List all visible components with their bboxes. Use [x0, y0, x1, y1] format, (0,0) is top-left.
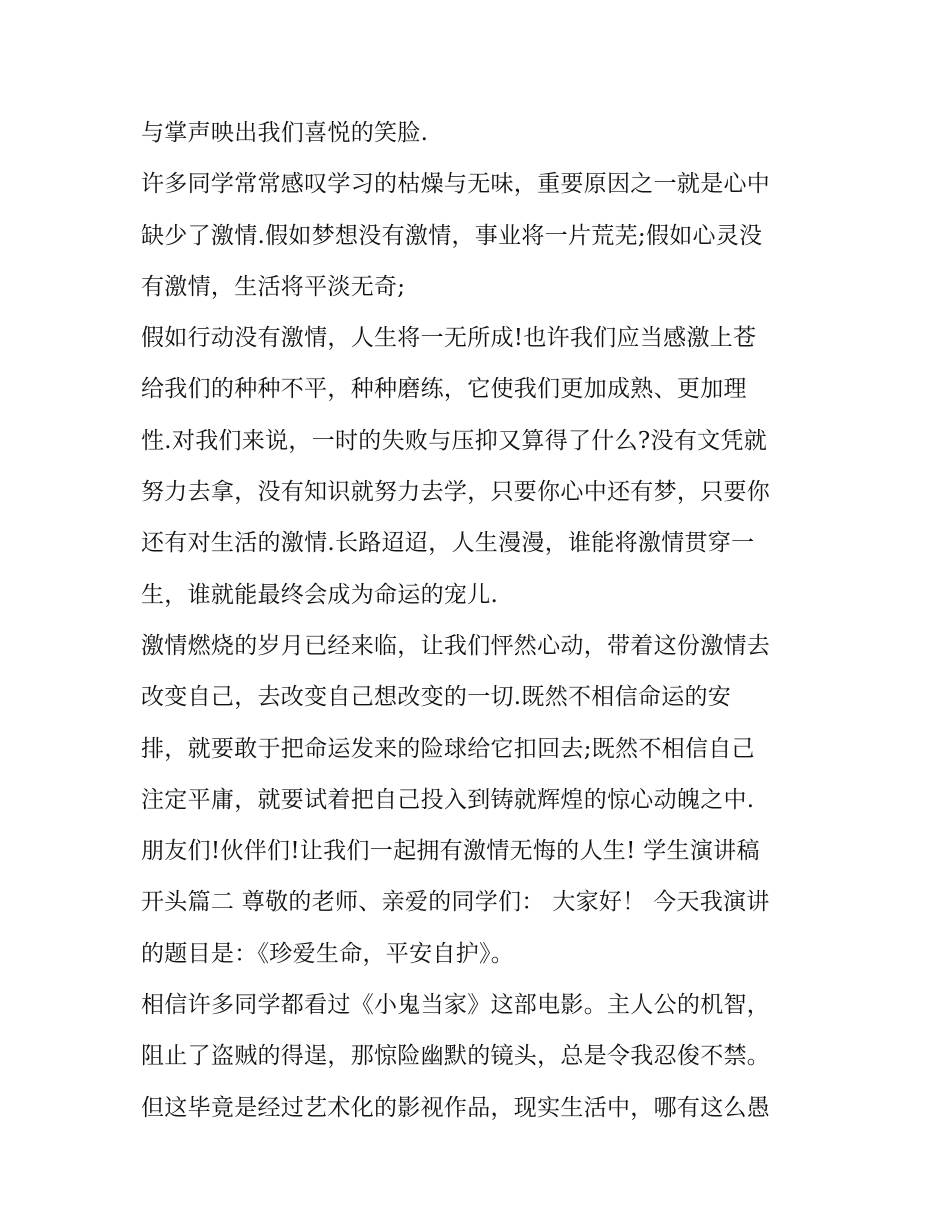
- text-line: 假如行动没有激情，人生将一无所成!也许我们应当感激上苍: [141, 325, 757, 352]
- text-line: 给我们的种种不平，种种磨练，它使我们更加成熟、更加理: [141, 376, 747, 403]
- text-line: 激情燃烧的岁月已经来临，让我们怦然心动，带着这份激情去: [141, 632, 771, 659]
- text-line: 还有对生活的激情.长路迢迢，人生漫漫，谁能将激情贯穿一: [141, 530, 755, 557]
- text-line: 努力去拿，没有知识就努力去学，只要你心中还有梦，只要你: [141, 479, 771, 506]
- text-line: 缺少了激情.假如梦想没有激情，事业将一片荒芜;假如心灵没: [141, 222, 763, 249]
- body-text: [141, 108, 821, 1134]
- text-line: 的题目是：《珍爱生命，平安自护》。: [141, 940, 515, 967]
- text-line: 朋友们!伙伴们!让我们一起拥有激情无悔的人生! 学生演讲稿: [141, 838, 760, 865]
- text-line: 生，谁就能最终会成为命运的宠儿.: [141, 581, 499, 608]
- text-line: 但这毕竟是经过艺术化的影视作品，现实生活中，哪有这么愚: [141, 1094, 771, 1121]
- text-line: 有激情，生活将平淡无奇;: [141, 273, 406, 300]
- text-line: 相信许多同学都看过《小鬼当家》这部电影。主人公的机智，: [141, 992, 771, 1019]
- text-line: 与掌声映出我们喜悦的笑脸.: [141, 120, 429, 146]
- text-line: 开头篇二 尊敬的老师、亲爱的同学们： 大家好！ 今天我演讲: [141, 889, 770, 916]
- text-line: 注定平庸，就要试着把自己投入到铸就辉煌的惊心动魄之中.: [141, 786, 755, 813]
- text-line: 许多同学常常感叹学习的枯燥与无味，重要原因之一就是心中: [141, 171, 771, 198]
- text-line: 排，就要敢于把命运发来的险球给它扣回去;既然不相信自己: [141, 735, 755, 762]
- text-line: 性.对我们来说，一时的失败与压抑又算得了什么?没有文凭就: [141, 427, 768, 454]
- text-line: 改变自己，去改变自己想改变的一切.既然不相信命运的安: [141, 684, 732, 711]
- text-line: 阻止了盗贼的得逞，那惊险幽默的镜头，总是令我忍俊不禁。: [141, 1043, 771, 1070]
